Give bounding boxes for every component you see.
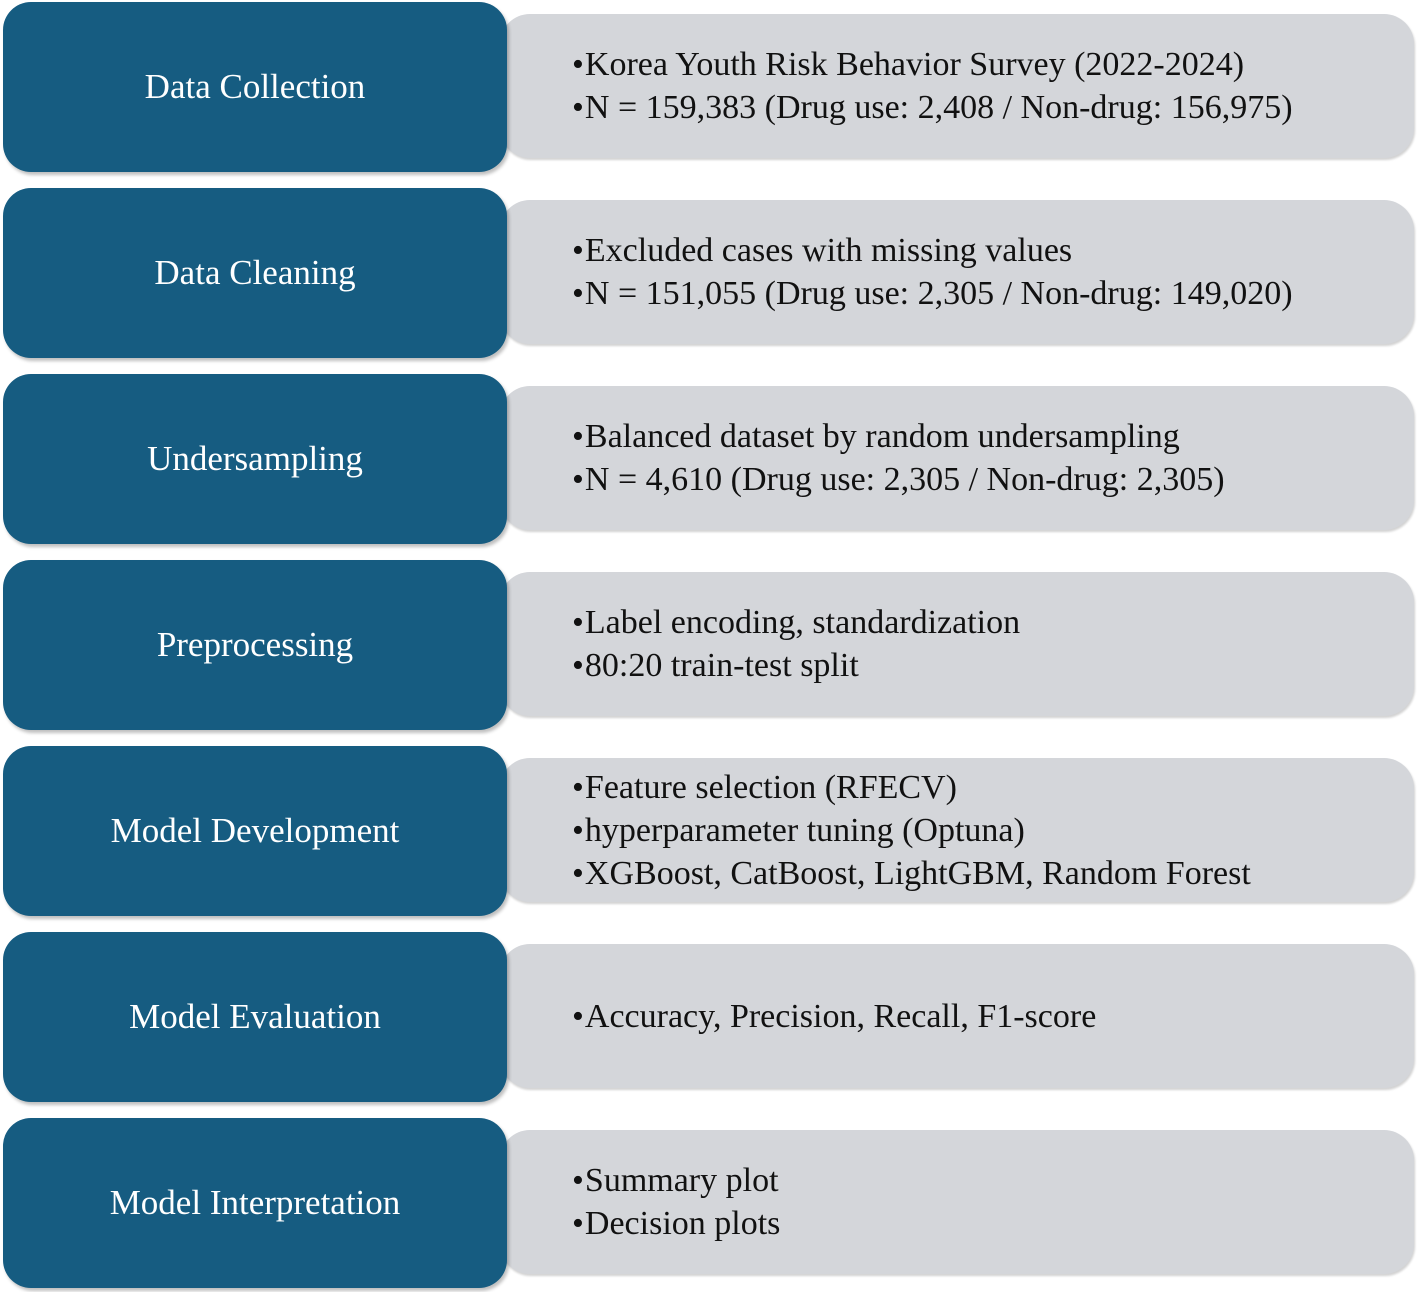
step-data-collection <box>0 0 1417 172</box>
step-label: Model Evaluation <box>129 997 381 1036</box>
step-label-box <box>3 374 507 544</box>
bullet-item: • hyperparameter tuning (Optuna) <box>572 809 1414 852</box>
step-label-box <box>3 188 507 358</box>
step-label: Data Collection <box>144 67 366 106</box>
bullet-item: • Excluded cases with missing values <box>572 229 1414 272</box>
bullet-item: • Accuracy, Precision, Recall, F1-score <box>572 995 1414 1038</box>
bullet-item: • N = 151,055 (Drug use: 2,305 / Non-drug: 149,020) <box>572 272 1414 315</box>
bullet-item: • XGBoost, CatBoost, LightGBM, Random Forest <box>572 852 1414 895</box>
bullet-item: • Balanced dataset by random undersampling <box>572 415 1414 458</box>
step-detail-box <box>500 758 1414 902</box>
step-label: Model Interpretation <box>109 1183 401 1222</box>
step-detail-box <box>500 14 1414 158</box>
step-detail-box <box>500 1130 1414 1274</box>
step-model-evaluation <box>0 930 1417 1102</box>
step-data-cleaning <box>0 186 1417 358</box>
step-detail-box <box>500 572 1414 716</box>
step-detail-box <box>500 200 1414 344</box>
step-model-interpretation <box>0 1116 1417 1288</box>
bullet-item: • Decision plots <box>572 1202 1414 1245</box>
step-detail-box <box>500 944 1414 1088</box>
step-label-box <box>3 932 507 1102</box>
step-label-box <box>3 2 507 172</box>
bullet-item: • N = 159,383 (Drug use: 2,408 / Non-drug: 156,975) <box>572 86 1414 129</box>
step-model-development <box>0 744 1417 916</box>
step-label: Data Cleaning <box>154 253 356 292</box>
step-detail-box <box>500 386 1414 530</box>
step-undersampling <box>0 372 1417 544</box>
bullet-item: • Feature selection (RFECV) <box>572 766 1414 809</box>
step-label-box <box>3 1118 507 1288</box>
step-preprocessing <box>0 558 1417 730</box>
step-label-box <box>3 746 507 916</box>
bullet-item: • Label encoding, standardization <box>572 601 1414 644</box>
bullet-item: • 80:20 train-test split <box>572 644 1414 687</box>
step-label: Undersampling <box>147 439 363 478</box>
bullet-item: • Summary plot <box>572 1159 1414 1202</box>
step-label: Preprocessing <box>156 625 354 664</box>
bullet-item: • Korea Youth Risk Behavior Survey (2022-2024) <box>572 43 1414 86</box>
bullet-item: • N = 4,610 (Drug use: 2,305 / Non-drug: 2,305) <box>572 458 1414 501</box>
step-label-box <box>3 560 507 730</box>
step-label: Model Development <box>110 811 400 850</box>
